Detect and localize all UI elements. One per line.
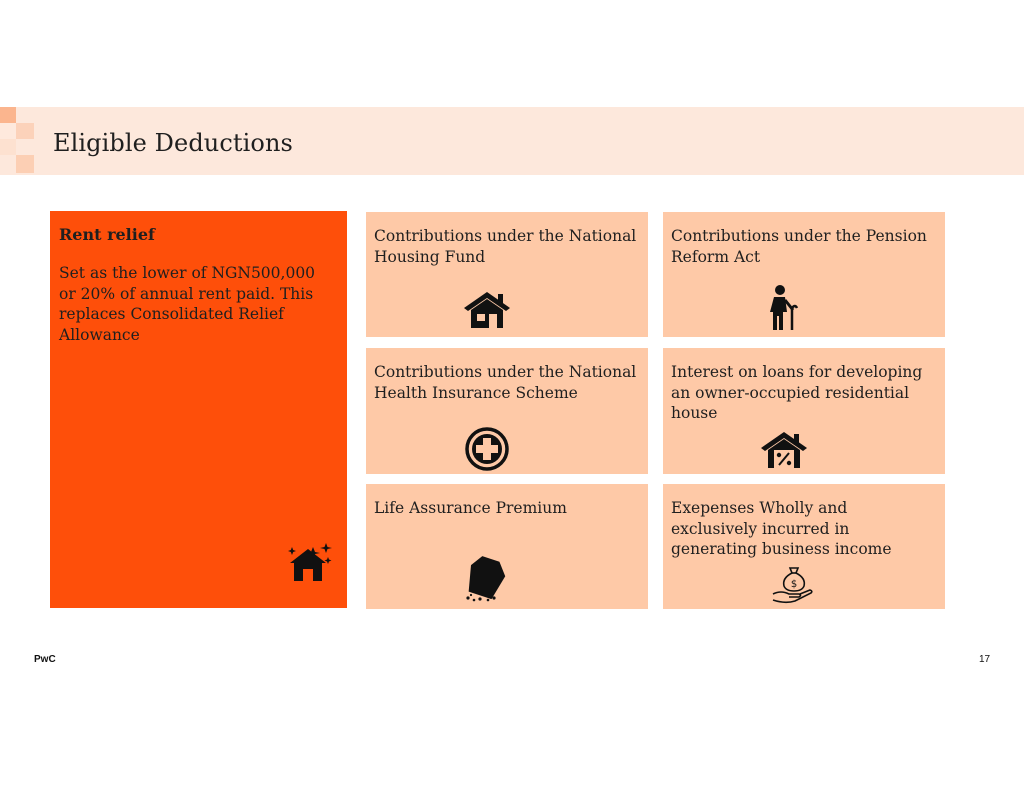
money-bag-hand-icon bbox=[771, 564, 815, 608]
svg-text:$: $ bbox=[790, 579, 798, 590]
page-title: Eligible Deductions bbox=[53, 129, 293, 157]
card-text: Interest on loans for developing an owner-occupied residential house bbox=[671, 363, 923, 422]
decor-square bbox=[0, 123, 16, 139]
rent-relief-card bbox=[50, 211, 347, 608]
rent-relief-title: Rent relief bbox=[59, 225, 155, 244]
card-text: Life Assurance Premium bbox=[374, 499, 567, 517]
card-text: Contributions under the Pension Reform Act bbox=[671, 227, 927, 266]
house-icon bbox=[462, 290, 512, 334]
card-business-expenses bbox=[663, 484, 945, 609]
card-text: Contributions under the National Health Insurance Scheme bbox=[374, 363, 637, 402]
card-life-assurance bbox=[366, 484, 648, 609]
house-percent-icon bbox=[759, 430, 809, 474]
card-health-insurance bbox=[366, 348, 648, 474]
card-interest-on-loans bbox=[663, 348, 945, 474]
rent-relief-body: Set as the lower of NGN500,000 or 20% of annual rent paid. This replaces Consolidated Relief Allowance bbox=[59, 264, 316, 344]
decor-square bbox=[16, 155, 34, 173]
elderly-person-icon bbox=[765, 284, 805, 336]
page-number: 17 bbox=[979, 654, 991, 665]
medical-cross-icon bbox=[464, 426, 510, 476]
card-national-housing-fund bbox=[366, 212, 648, 337]
decor-square bbox=[0, 139, 16, 155]
card-text: Exepenses Wholly and exclusively incurred in generating business income bbox=[671, 499, 892, 558]
decor-square bbox=[16, 123, 34, 139]
sparkle-house-icon bbox=[286, 541, 334, 585]
coffin-icon bbox=[462, 554, 508, 608]
card-text: Contributions under the National Housing Fund bbox=[374, 227, 637, 266]
footer-brand: PwC bbox=[34, 654, 56, 665]
card-pension-reform-act bbox=[663, 212, 945, 337]
decor-square bbox=[0, 107, 16, 123]
